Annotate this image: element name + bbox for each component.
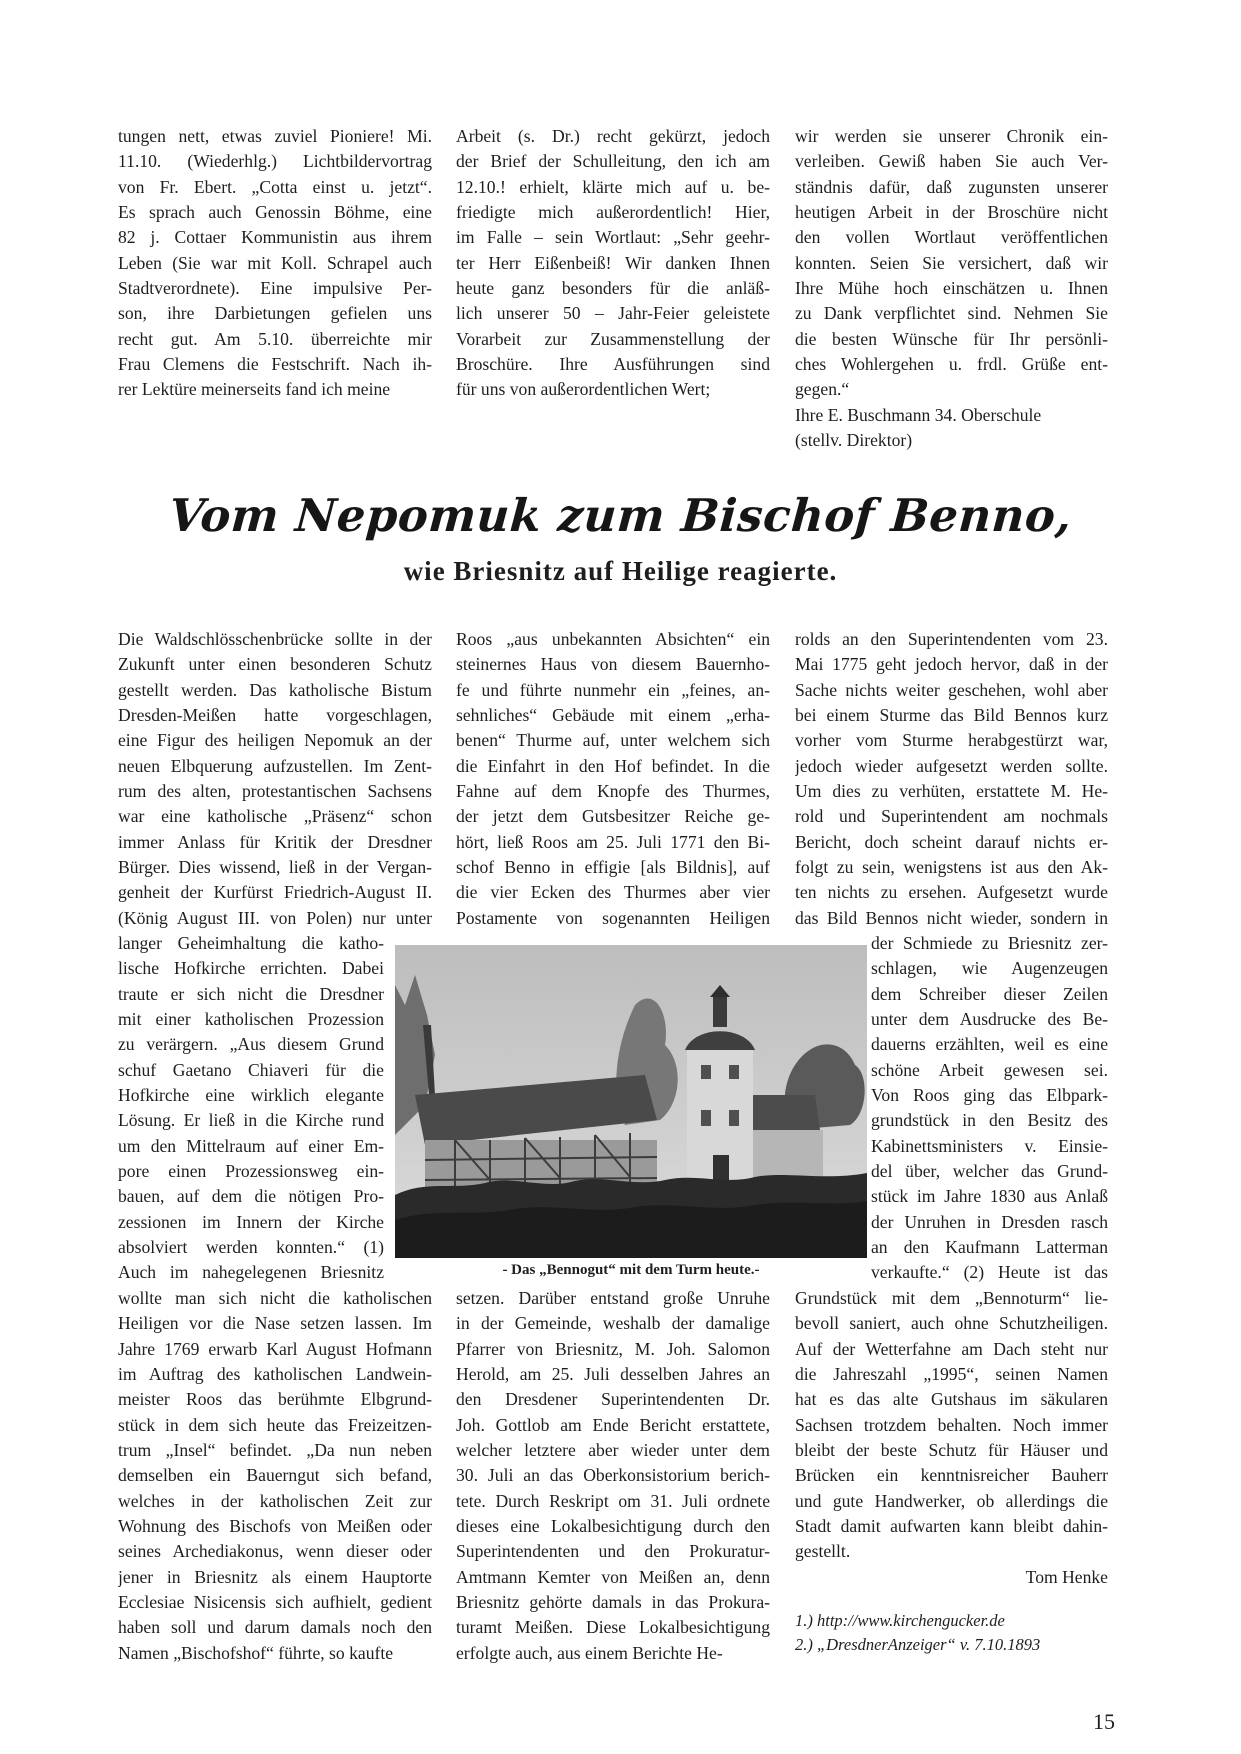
text-line: Pfarrer von Briesnitz, M. Joh. Salomon bbox=[456, 1338, 770, 1359]
photo-caption: - Das „Bennogut“ mit dem Turm heute.- bbox=[502, 1262, 760, 1278]
text-line: Sache nichts weiter geschehen, wohl aber bbox=[795, 679, 1108, 700]
text-line: 11.10. (Wiederhlg.) Lichtbildervortrag bbox=[118, 151, 432, 172]
text-line: im Falle – sein Wortlaut: „Sehr geehr- bbox=[456, 227, 770, 248]
article-title: Vom Nepomuk zum Bischof Benno, bbox=[167, 489, 1074, 542]
text-line: Lösung. Er ließ in die Kirche rund bbox=[118, 1110, 384, 1131]
text-line: sehnliches“ Gebäude mit einem „erha- bbox=[456, 705, 770, 726]
text-line: an den Kaufmann Latterman bbox=[871, 1237, 1108, 1258]
text-line: bauen, auf dem die nötigen Pro- bbox=[118, 1186, 384, 1207]
text-line: Arbeit (s. Dr.) recht gekürzt, jedoch bbox=[456, 126, 770, 146]
text-line: Roos „aus unbekannten Absichten“ ein bbox=[456, 629, 770, 649]
text-line: 82 j. Cottaer Kommunistin aus ihrem bbox=[118, 227, 432, 248]
page-number: 15 bbox=[1093, 1709, 1115, 1734]
text-line: hat es das alte Gutshaus im säkularen bbox=[795, 1389, 1108, 1410]
text-line: den vollen Wortlaut veröffentlichen bbox=[795, 227, 1108, 248]
text-line: setzen. Darüber entstand große Unruhe bbox=[456, 1288, 770, 1308]
text-line: 30. Juli an das Oberkonsistorium berich- bbox=[456, 1465, 770, 1486]
text-line: Die Waldschlösschenbrücke sollte in der bbox=[118, 629, 432, 649]
text-line: verleiben. Gewiß haben Sie auch Ver- bbox=[795, 151, 1108, 172]
text-line: tungen nett, etwas zuviel Pioniere! Mi. bbox=[118, 126, 432, 146]
text-line: Stadt damit aufwarten kann bleibt dahin- bbox=[795, 1516, 1108, 1537]
text-line: schuf Gaetano Chiaveri für die bbox=[118, 1059, 384, 1080]
text-line: jedoch wieder aufgesetzt werden sollte. bbox=[795, 755, 1108, 776]
text-line: rold und Superintendent am nochmals bbox=[795, 806, 1108, 827]
article-subtitle: wie Briesnitz auf Heilige reagierte. bbox=[403, 556, 838, 586]
text-line: 12.10.! erhielt, klärte mich auf u. be- bbox=[456, 176, 770, 197]
text-line: welcher letztere aber wieder unter dem bbox=[456, 1440, 770, 1461]
text-line: der Schmiede zu Briesnitz zer- bbox=[871, 933, 1108, 953]
text-line: zu Dank verpflichtet sind. Nehmen Sie bbox=[795, 303, 1108, 324]
text-line: bei einem Sturme das Bild Bennos kurz bbox=[795, 705, 1108, 726]
text-line: neuen Elbquerung aufzustellen. Im Zent- bbox=[118, 755, 432, 776]
text-line: um den Mittelraum auf einer Em- bbox=[118, 1135, 384, 1156]
text-line: dieses eine Lokalbesichtigung durch den bbox=[456, 1516, 770, 1537]
text-line: traute er sich nicht die Dresdner bbox=[118, 983, 384, 1004]
article-column-1-top bbox=[118, 627, 432, 931]
article-column-3-bottom bbox=[795, 1286, 1108, 1565]
text-line: die besten Wünsche für Ihr persönli- bbox=[795, 328, 1108, 349]
article-column-3-top bbox=[795, 627, 1108, 931]
text-line: gestellt. bbox=[795, 1541, 851, 1562]
text-line: den Dresdener Superintendenten Dr. bbox=[456, 1389, 770, 1410]
text-line: Leben (Sie war mit Koll. Schrapel auch bbox=[118, 252, 432, 273]
text-line: und gute Handwerker, ob allerdings die bbox=[795, 1490, 1108, 1511]
text-line: Sachsen trotzdem behalten. Noch immer bbox=[795, 1414, 1108, 1435]
text-line: jener in Briesnitz als einem Hauptorte bbox=[118, 1566, 432, 1587]
top-column-3 bbox=[795, 124, 1108, 453]
text-line: die Einfahrt in den Hof befindet. In die bbox=[456, 755, 770, 776]
text-line: unter dem Ausdrucke des Be- bbox=[871, 1009, 1108, 1030]
text-line: turamt Meißen. Diese Lokalbesichtigung bbox=[456, 1617, 770, 1638]
text-line: Amtmann Kemter von Meißen an, denn bbox=[456, 1566, 770, 1587]
text-line: stück im Jahre 1830 aus Anlaß bbox=[871, 1186, 1108, 1207]
article-column-2-bottom bbox=[456, 1286, 770, 1666]
text-line: lich unserer 50 – Jahr-Feier geleistete bbox=[456, 303, 770, 324]
text-line: rer Lektüre meinerseits fand ich meine bbox=[118, 379, 391, 400]
article-column-2-top bbox=[456, 627, 770, 931]
text-line: stück in dem sich heute das Freizeitzen- bbox=[118, 1414, 432, 1435]
text-line: Ihre E. Buschmann 34. Oberschule bbox=[795, 404, 1042, 425]
text-line: wollte man sich nicht die katholischen bbox=[118, 1288, 432, 1308]
text-line: der Brief der Schulleitung, den ich am bbox=[456, 151, 770, 172]
text-line: absolviert werden konnten.“ (1) bbox=[118, 1237, 384, 1258]
top-column-1 bbox=[118, 124, 432, 403]
text-line: ständnis dafür, daß zugunsten unserer bbox=[795, 176, 1108, 197]
bennogut-photo bbox=[395, 945, 867, 1258]
text-line: langer Geheimhaltung die katho- bbox=[118, 933, 384, 953]
text-line: verkaufte.“ (2) Heute ist das bbox=[871, 1262, 1108, 1283]
text-line: ten nichts zu ersehen. Aufgesetzt wurde bbox=[795, 882, 1108, 903]
top-column-2 bbox=[456, 124, 770, 403]
text-line: meister Roos das berühmte Elbgrund- bbox=[118, 1389, 432, 1410]
footnote: 1.) http://www.kirchengucker.de bbox=[795, 1611, 1005, 1630]
text-line: für uns von außerordentlichen Wert; bbox=[456, 379, 711, 400]
text-line: Auf der Wetterfahne am Dach steht nur bbox=[795, 1338, 1108, 1359]
text-line: steinernes Haus von diesem Bauernho- bbox=[456, 654, 770, 675]
text-line: eine Figur des heiligen Nepomuk an der bbox=[118, 730, 432, 751]
text-line: Postamente von sogenannten Heiligen bbox=[456, 907, 770, 928]
text-line: son, ihre Darbietungen gefielen uns bbox=[118, 303, 432, 324]
text-line: der Unruhen in Dresden rasch bbox=[871, 1211, 1108, 1232]
text-line: wir werden sie unserer Chronik ein- bbox=[795, 126, 1108, 146]
text-line: erfolgte auch, aus einem Berichte He- bbox=[456, 1642, 723, 1663]
text-line: Kabinettsministers v. Einsie- bbox=[871, 1135, 1108, 1156]
text-line: heutigen Arbeit in der Broschüre nicht bbox=[795, 202, 1108, 223]
text-line: demselben ein Bauerngut sich befand, bbox=[118, 1465, 432, 1486]
footnote: 2.) „DresdnerAnzeiger“ v. 7.10.1893 bbox=[795, 1635, 1041, 1654]
text-line: ter Herr Eißenbeiß! Wir danken Ihnen bbox=[456, 252, 770, 273]
text-line: Mai 1775 geht jedoch hervor, daß in der bbox=[795, 654, 1108, 675]
text-line: Stadtverordnete). Eine impulsive Per- bbox=[118, 278, 432, 299]
text-line: heute ganz besonders für die anläß- bbox=[456, 278, 770, 299]
text-line: Broschüre. Ihre Ausführungen sind bbox=[456, 354, 770, 375]
text-line: schof Benno in effigie [als Bildnis], auf bbox=[456, 857, 770, 878]
text-line: das Bild Bennos nicht wieder, sondern in bbox=[795, 907, 1108, 928]
text-line: bevoll saniert, auch ohne Schutzheiligen. bbox=[795, 1313, 1108, 1334]
article-author: Tom Henke bbox=[1025, 1567, 1108, 1587]
text-line: haben soll und darum damals noch den bbox=[118, 1617, 432, 1638]
text-line: tete. Durch Reskript om 31. Juli ordnete bbox=[456, 1490, 770, 1511]
text-line: mit einer katholischen Prozession bbox=[118, 1009, 384, 1030]
text-line: (stellv. Direktor) bbox=[795, 430, 913, 451]
text-line: zu verärgern. „Aus diesem Grund bbox=[118, 1034, 384, 1055]
text-line: Jahre 1769 erwarb Karl August Hofmann bbox=[118, 1338, 432, 1359]
text-line: konnten. Seien Sie versichert, daß wir bbox=[795, 252, 1108, 273]
text-line: Bürger. Dies wissend, ließ in der Vergan- bbox=[118, 857, 432, 878]
text-line: Es sprach auch Genossin Böhme, eine bbox=[118, 202, 432, 223]
article-column-1-bottom bbox=[118, 1286, 432, 1666]
text-line: Namen „Bischofshof“ führte, so kaufte bbox=[118, 1642, 394, 1663]
text-line: dem Schreiber dieser Zeilen bbox=[871, 983, 1108, 1004]
text-line: Brücken ein kenntnisreicher Bauherr bbox=[795, 1465, 1108, 1486]
text-line: (König August III. von Polen) nur unter bbox=[118, 907, 432, 928]
text-line: Von Roos ging das Elbpark- bbox=[871, 1085, 1108, 1106]
text-line: Dresden-Meißen hatte vorgeschlagen, bbox=[118, 705, 432, 726]
text-line: welches in der katholischen Zeit zur bbox=[118, 1490, 432, 1511]
text-line: Wohnung des Bischofs von Meißen oder bbox=[118, 1516, 432, 1537]
text-line: zessionen im Innern der Kirche bbox=[118, 1211, 384, 1232]
text-line: die Jahreszahl „1995“, seinen Namen bbox=[795, 1364, 1108, 1385]
text-line: war eine katholische „Präsenz“ schon bbox=[118, 806, 432, 827]
text-line: vorher vom Sturme herabgestürzt war, bbox=[795, 730, 1108, 751]
text-line: gegen.“ bbox=[795, 379, 850, 400]
text-line: in der Gemeinde, weshalb der damalige bbox=[456, 1313, 770, 1334]
text-line: seines Archediakonus, wenn dieser oder bbox=[118, 1541, 432, 1562]
text-line: die vier Ecken des Thurmes aber vier bbox=[456, 882, 770, 903]
text-line: der jetzt dem Gutsbesitzer Reiche ge- bbox=[456, 806, 770, 827]
text-line: Zukunft unter einen besonderen Schutz bbox=[118, 654, 432, 675]
text-line: fe und führte nunmehr ein „feines, an- bbox=[456, 679, 770, 700]
text-line: gestellt werden. Das katholische Bistum bbox=[118, 679, 432, 700]
text-line: bleibt der beste Schutz für Häuser und bbox=[795, 1440, 1108, 1461]
text-line: Heiligen vor die Nase setzen lassen. Im bbox=[118, 1313, 432, 1334]
text-line: trum „Insel“ befindet. „Da nun neben bbox=[118, 1440, 432, 1461]
text-line: Joh. Gottlob am Ende Bericht erstattete, bbox=[456, 1414, 770, 1435]
text-line: friedigte mich außerordentlich! Hier, bbox=[456, 202, 770, 223]
text-line: schlagen, wie Augenzeugen bbox=[871, 958, 1108, 979]
text-line: hört, ließ Roos am 25. Juli 1771 den Bi- bbox=[456, 831, 770, 852]
text-line: genheit der Kurfürst Friedrich-August II. bbox=[118, 882, 432, 903]
article-column-1-narrow bbox=[118, 931, 384, 1286]
text-line: Superintendenten und den Prokuratur- bbox=[456, 1541, 770, 1562]
text-line: im Auftrag des katholischen Landwein- bbox=[118, 1364, 432, 1385]
text-line: folgt zu sein, wenigstens ist aus den Ak- bbox=[795, 857, 1108, 878]
text-line: benen“ Thurme auf, unter welchem sich bbox=[456, 730, 770, 751]
text-line: Ihre Mühe hoch einschätzen u. Ihnen bbox=[795, 278, 1108, 299]
text-line: schöne Arbeit gewesen sei. bbox=[871, 1059, 1108, 1080]
text-line: dauerns erzählten, weil es eine bbox=[871, 1034, 1108, 1055]
text-line: del über, welcher das Grund- bbox=[871, 1161, 1108, 1182]
text-line: lische Hofkirche errichten. Dabei bbox=[118, 958, 384, 979]
text-line: Um dies zu verhüten, erstattete M. He- bbox=[795, 781, 1108, 802]
text-line: recht gut. Am 5.10. überreichte mir bbox=[118, 328, 432, 349]
text-line: Herold, am 25. Juli desselben Jahres an bbox=[456, 1364, 770, 1385]
text-line: Ecclesiae Nisicensis sich aufhielt, gedient bbox=[118, 1592, 432, 1613]
article-column-3-narrow bbox=[871, 931, 1108, 1286]
text-line: Grundstück mit dem „Bennoturm“ lie- bbox=[795, 1288, 1108, 1308]
text-line: grundstück in den Besitz des bbox=[871, 1110, 1108, 1131]
footnotes bbox=[795, 1609, 1108, 1657]
text-line: Briesnitz gehörte damals in das Prokura- bbox=[456, 1592, 770, 1613]
text-line: pore einen Prozessionsweg ein- bbox=[118, 1161, 384, 1182]
text-line: rolds an den Superintendenten vom 23. bbox=[795, 629, 1108, 649]
text-line: von Fr. Ebert. „Cotta einst u. jetzt“. bbox=[118, 176, 432, 197]
text-line: rum des alten, protestantischen Sachsens bbox=[118, 781, 432, 802]
text-line: Bericht, doch scheint darauf nichts er- bbox=[795, 831, 1108, 852]
text-line: Vorarbeit zur Zusammenstellung der bbox=[456, 328, 770, 349]
text-line: Auch im nahegelegenen Briesnitz bbox=[118, 1262, 384, 1283]
text-line: Hofkirche eine wirklich elegante bbox=[118, 1085, 384, 1106]
text-line: immer Anlass für Kritik der Dresdner bbox=[118, 831, 432, 852]
text-line: ches Wohlergehen u. frdl. Grüße ent- bbox=[795, 354, 1108, 375]
text-line: Frau Clemens die Festschrift. Nach ih- bbox=[118, 354, 432, 375]
text-line: Fahne auf dem Knopfe des Thurmes, bbox=[456, 781, 770, 802]
